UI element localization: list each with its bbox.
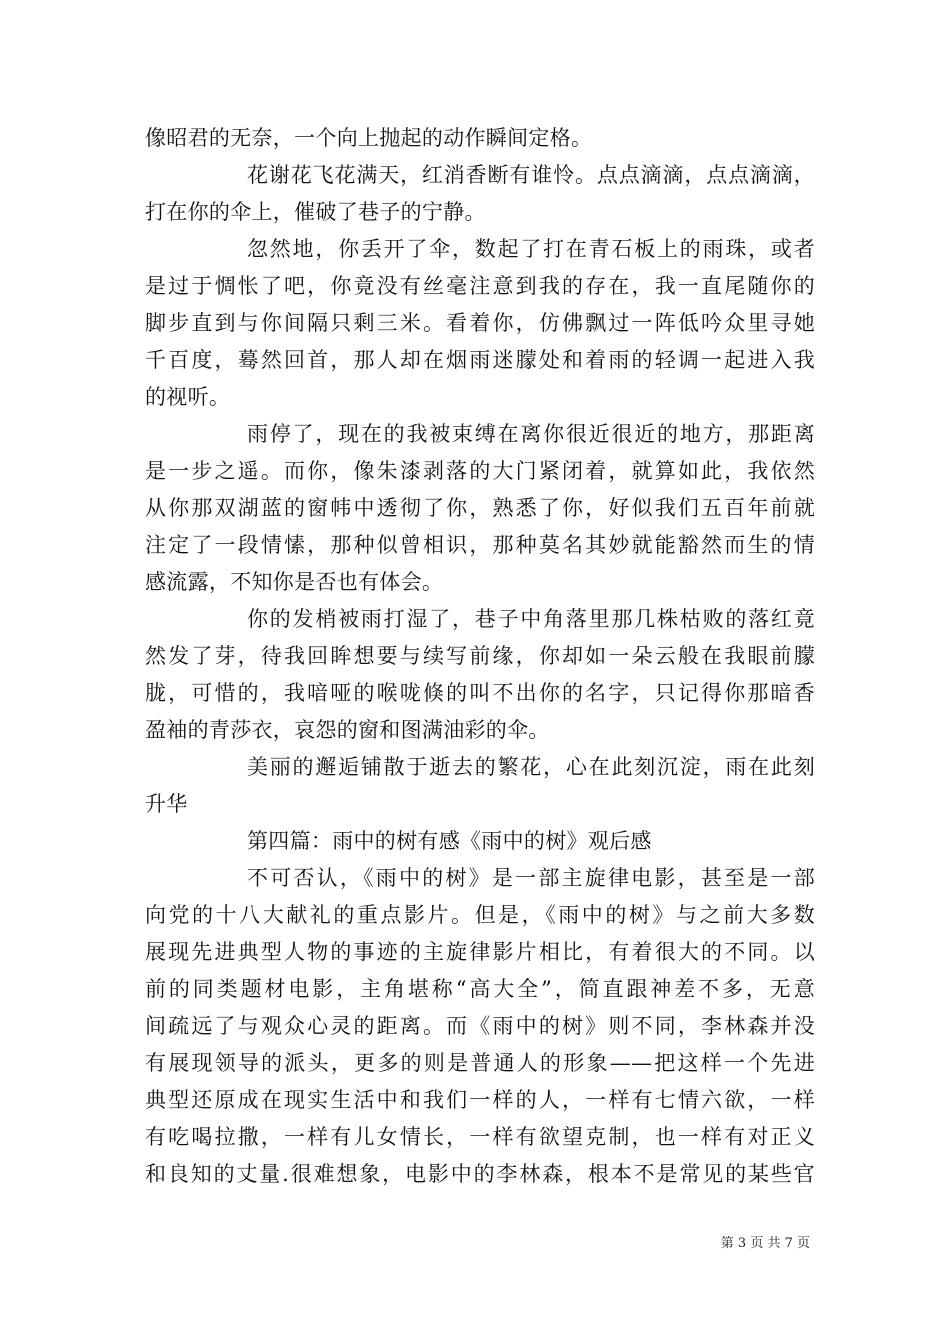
text-line: 你的发梢被雨打湿了，巷子中角落里那几株枯败的落红竟 xyxy=(247,607,815,631)
text-line: 花谢花飞花满天，红消香断有谁怜。点点滴滴，点点滴滴， xyxy=(247,163,815,187)
text-line: 雨停了，现在的我被束缚在离你很近很近的地方，那距离 xyxy=(247,422,815,446)
text-line: 典型还原成在现实生活中和我们一样的人，一样有七情六欲，一样 xyxy=(145,1088,815,1112)
text-line: 然发了芽，待我回眸想要与续写前缘，你却如一朵云般在我眼前朦 xyxy=(145,644,815,668)
text-line: 盈袖的青莎衣，哀怨的窗和图满油彩的伞。 xyxy=(145,718,550,742)
text-line: 的视听。 xyxy=(145,385,231,409)
text-line: 有展现领导的派头，更多的则是普通人的形象——把这样一个先进 xyxy=(145,1051,815,1075)
text-line: 和良知的丈量.很难想象，电影中的李林森，根本不是常见的某些官 xyxy=(145,1162,815,1186)
text-line: 脚步直到与你间隔只剩三米。看着你，仿佛飘过一阵低吟众里寻她 xyxy=(145,311,815,335)
text-line: 是过于惆怅了吧，你竟没有丝毫注意到我的存在，我一直尾随你的 xyxy=(145,274,815,298)
text-line: 展现先进典型人物的事迹的主旋律影片相比，有着很大的不同。以 xyxy=(145,940,815,964)
text-line: 打在你的伞上，催破了巷子的宁静。 xyxy=(145,200,486,224)
text-line: 不可否认，《雨中的树》是一部主旋律电影，甚至是一部 xyxy=(247,866,815,890)
text-line: 是一步之遥。而你，像朱漆剥落的大门紧闭着，就算如此，我依然 xyxy=(145,459,815,483)
text-line: 胧，可惜的，我喑哑的喉咙倏的叫不出你的名字，只记得你那暗香 xyxy=(145,681,815,705)
text-line: 升华 xyxy=(145,792,188,816)
text-line: 从你那双湖蓝的窗帏中透彻了你，熟悉了你，好似我们五百年前就 xyxy=(145,496,815,520)
text-line: 有吃喝拉撒，一样有儿女情长，一样有欲望克制，也一样有对正义 xyxy=(145,1125,815,1149)
text-line: 忽然地，你丢开了伞，数起了打在青石板上的雨珠，或者 xyxy=(247,237,815,261)
text-line: 前的同类题材电影，主角堪称“高大全”，简直跟神差不多，无意 xyxy=(145,977,815,1001)
text-line: 美丽的邂逅铺散于逝去的繁花，心在此刻沉淀，雨在此刻 xyxy=(247,755,815,779)
text-line: 千百度，蓦然回首，那人却在烟雨迷朦处和着雨的轻调一起进入我 xyxy=(145,348,815,372)
section-heading: 第四篇：雨中的树有感《雨中的树》观后感 xyxy=(247,829,652,853)
text-line: 注定了一段情愫，那种似曾相识，那种莫名其妙就能豁然而生的情 xyxy=(145,533,815,557)
text-line: 像昭君的无奈，一个向上抛起的动作瞬间定格。 xyxy=(145,126,593,150)
text-line: 向党的十八大献礼的重点影片。但是，《雨中的树》与之前大多数 xyxy=(145,903,815,927)
text-line: 感流露，不知你是否也有体会。 xyxy=(145,570,444,594)
text-line: 间疏远了与观众心灵的距离。而《雨中的树》则不同，李林森并没 xyxy=(145,1014,815,1038)
page-number-footer: 第 3 页 共 7 页 xyxy=(720,1236,810,1251)
